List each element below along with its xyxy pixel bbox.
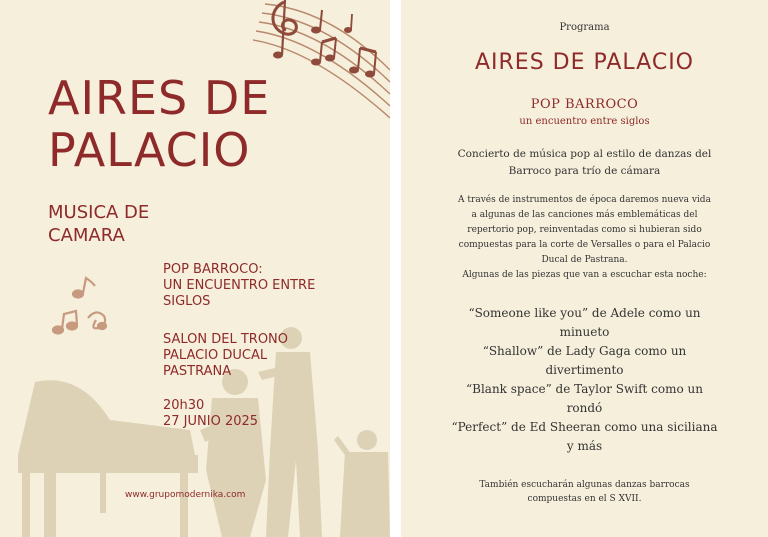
poster-title-line: PALACIO (48, 123, 251, 177)
program-page (401, 0, 768, 537)
poster-subtitle (48, 201, 149, 247)
piece-line: minueto (559, 325, 610, 339)
poster-title (48, 72, 270, 176)
website-link[interactable]: www.grupomodernika.com (125, 490, 246, 500)
piece-line: rondó (566, 401, 603, 415)
piece-line: “Perfect” de Ed Sheeran como una siciliana (451, 420, 718, 434)
venue-line: SALON DEL TRONO (163, 332, 289, 347)
poster-title-line: AIRES DE (48, 71, 271, 125)
venue-line: PALACIO DUCAL (163, 348, 268, 363)
pieces-list (401, 304, 768, 456)
description-line: A través de instrumentos de época daremos nueva vida (458, 195, 711, 205)
program-closing (401, 478, 768, 506)
pop-line: SIGLOS (163, 294, 211, 309)
piece-line: y más (566, 439, 603, 453)
piece-line: “Someone like you” de Adele como un (468, 306, 701, 320)
event-time: 20h30 (163, 398, 205, 413)
program-heading: Programa (559, 22, 610, 33)
program-tagline: un encuentro entre siglos (519, 116, 650, 127)
event-date: 27 JUNIO 2025 (163, 414, 259, 429)
venue-line: PASTRANA (163, 364, 232, 379)
description-line: Algunas de las piezas que van a escuchar esta noche: (462, 270, 707, 280)
poster-subtitle-line: MUSICA DE (48, 202, 150, 223)
description-line: Ducal de Pastrana. (541, 255, 628, 265)
description-line: repertorio pop, reinventadas como si hubieran sido (467, 225, 702, 235)
piece-line: “Shallow” de Lady Gaga como un (482, 344, 687, 358)
program-title: AIRES DE PALACIO (474, 50, 695, 75)
description-line: compuestas para la corte de Versalles o para el Palacio (458, 240, 711, 250)
pop-barroco-block (163, 262, 315, 310)
poster-subtitle-line: CAMARA (48, 225, 125, 246)
venue-block (163, 332, 288, 380)
program-subtitle: POP BARROCO (530, 97, 639, 112)
piece-line: “Blank space” de Taylor Swift como un (466, 382, 703, 396)
datetime-block (163, 398, 258, 430)
closing-line: compuestas en el S XVII. (527, 494, 642, 504)
pop-line: POP BARROCO: (163, 262, 263, 277)
program-intro (401, 146, 768, 180)
intro-line: Concierto de música pop al estilo de danzas del (457, 148, 712, 160)
piece-line: divertimento (545, 363, 624, 377)
program-description (401, 193, 768, 283)
intro-line: Barroco para trío de cámara (508, 165, 661, 177)
description-line: a algunas de las canciones más emblemáticas del (471, 210, 698, 220)
closing-line: También escucharán algunas danzas barrocas (479, 480, 690, 490)
pop-line: UN ENCUENTRO ENTRE (163, 278, 316, 293)
